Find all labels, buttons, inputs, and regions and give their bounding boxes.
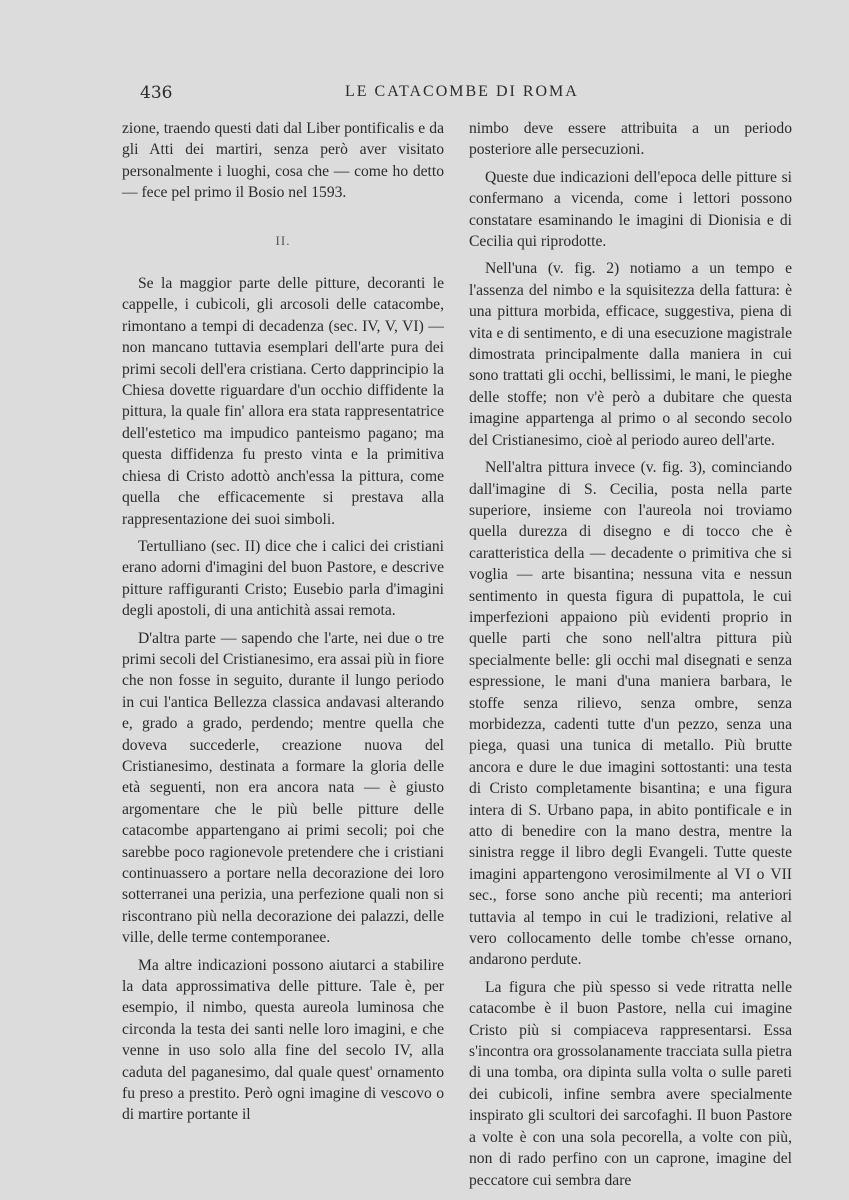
section-numeral: II. bbox=[275, 232, 291, 248]
paragraph: Tertulliano (sec. II) dice che i calici dei cristiani erano adorni d'imagini del buon Pastore, e descrive pitture raffiguranti Cristo; Eusebio parla d'imagini degli apostoli, di una antichità assai remota. bbox=[122, 537, 444, 620]
paragraph-intro: zione, traendo questi dati dal Liber pontificalis e da gli Atti dei martiri, senza però aver visitato personalmente i luoghi, cosa che — come ho detto — fece pel primo il Bosio nel 1593. bbox=[122, 120, 444, 202]
paragraph: D'altra parte — sapendo che l'arte, nei due o tre primi secoli del Cristianesimo, era assai più in fiore che non fosse in seguito, durante il lungo periodo in cui l'antica Bellezza classica andavasi alterando e, grado a grado, perdendo; mentre quella che doveva succederle, creazione nuova del Cristianesimo, destinata a formare la gloria delle età seguenti, non era ancora nata — è giusto argomentare che le più belle pitture delle catacombe appartengano ai primi secoli; poi che sarebbe poco ragionevole pretendere che i cristiani continuassero a portare nella decorazione dei loro sotterranei una perizia, una perfezione quali non si riscontrano più nella decorazione dei palazzi, delle ville, delle terme contemporanee. bbox=[122, 629, 444, 947]
right-column bbox=[469, 118, 792, 1191]
paragraph: Queste due indicazioni dell'epoca delle pitture si confermano a vicenda, come i lettori possono constatare esaminando le imagini di Dionisia e di Cecilia qui riprodotte. bbox=[469, 168, 792, 251]
paragraph: La figura che più spesso si vede ritratta nelle catacombe è il buon Pastore, nella cui imagine Cristo più si compiaceva rappresentarsi. Essa s'incontra ora grossolanamente tracciata sulla pietra di una tomba, ora dipinta sulla volta o sulle pareti dei cubicoli, infine sembra avere specialmente inspirato gli scultori dei sarcofaghi. Il buon Pastore a volte è con una sola pecorella, a volte con più, non di rado perfino con un caprone, imagine del peccatore cui sembra dare bbox=[469, 978, 792, 1189]
paragraph: Ma altre indicazioni possono aiutarci a stabilire la data approssimativa delle pitture. Tale è, per esempio, il nimbo, questa aureola luminosa che circonda la testa dei santi nelle loro imagini, e che venne in uso solo alla fine del secolo IV, alla caduta del paganesimo, dal quale quest' ornamento fu preso a prestito. Però ogni imagine di vescovo o di martire portante il bbox=[122, 956, 444, 1124]
paragraph: Nell'altra pittura invece (v. fig. 3), cominciando dall'imagine di S. Cecilia, posta nella parte superiore, insieme con l'aureola noi troviamo quella durezza di disegno e di tocco che è caratteristica della — decadente o primitiva che si voglia — arte bisantina; nessuna vita e nessun sentimento in questa figura di pupattola, le cui imperfezioni appaiono più evidenti proprio in quelle parti che sono nell'altra pittura più specialmente belle: gli occhi mal disegnati e senza espressione, le mani d'una maniera barbara, le stoffe senza rilievo, senza ombre, senza morbidezza, cadenti tutte d'un pezzo, senza una piega, quasi una tunica di metallo. Più brutte ancora e dure le due imagini sottostanti: una testa di Cristo completamente bisantina; e una figura intera di S. Urbano papa, in abito pontificale e in atto di benedire con la mano destra, mentre la sinistra regge il libro degli Evangeli. Tutte queste imagini appartengono verosimilmente al VI o VII sec., forse sono anche più recenti; ma anteriori tuttavia al tempo in cui le tradizioni, relative al vero collocamento delle tombe ch'esse ornano, andarono perdute. bbox=[469, 459, 792, 969]
left-column bbox=[122, 118, 444, 1126]
paragraph: Nell'una (v. fig. 2) notiamo a un tempo e l'assenza del nimbo e la squisitezza della fattura: è una pittura morbida, efficace, suggestiva, piena di vita e di sentimento, e di una esecuzione magistrale dimostrata principalmente dalla maniera in cui sono trattati gli occhi, bellissimi, le mani, le pieghe delle stoffe; non v'è però a dubitare che questa imagine appartenga al primo o al secondo secolo del Cristianesimo, cioè al periodo aureo dell'arte. bbox=[469, 260, 792, 449]
page-header bbox=[140, 83, 780, 107]
paragraph: Se la maggior parte delle pitture, decoranti le cappelle, i cubicoli, gli arcosoli delle catacombe, rimontano a tempi di decadenza (sec. IV, V, VI) — non mancano tuttavia esemplari dell'arte pura dei primi secoli dell'era cristiana. Certo dapprincipio la Chiesa dovette riguardare d'un occhio diffidente la pittura, la quale fin' allora era stata rappresentatrice dell'estetico ma impudico panteismo pagano; ma questa diffidenza fu presto vinta e la primitiva chiesa di Cristo adottò anch'essa la pittura, come quella che efficacemente si prestava alla rappresentazione dei suoi simboli. bbox=[122, 275, 444, 528]
page-number: 436 bbox=[140, 83, 173, 103]
paragraph-continued: nimbo deve essere attribuita a un periodo posteriore alle persecuzioni. bbox=[469, 120, 792, 159]
running-title: LE CATACOMBE DI ROMA bbox=[345, 83, 579, 100]
